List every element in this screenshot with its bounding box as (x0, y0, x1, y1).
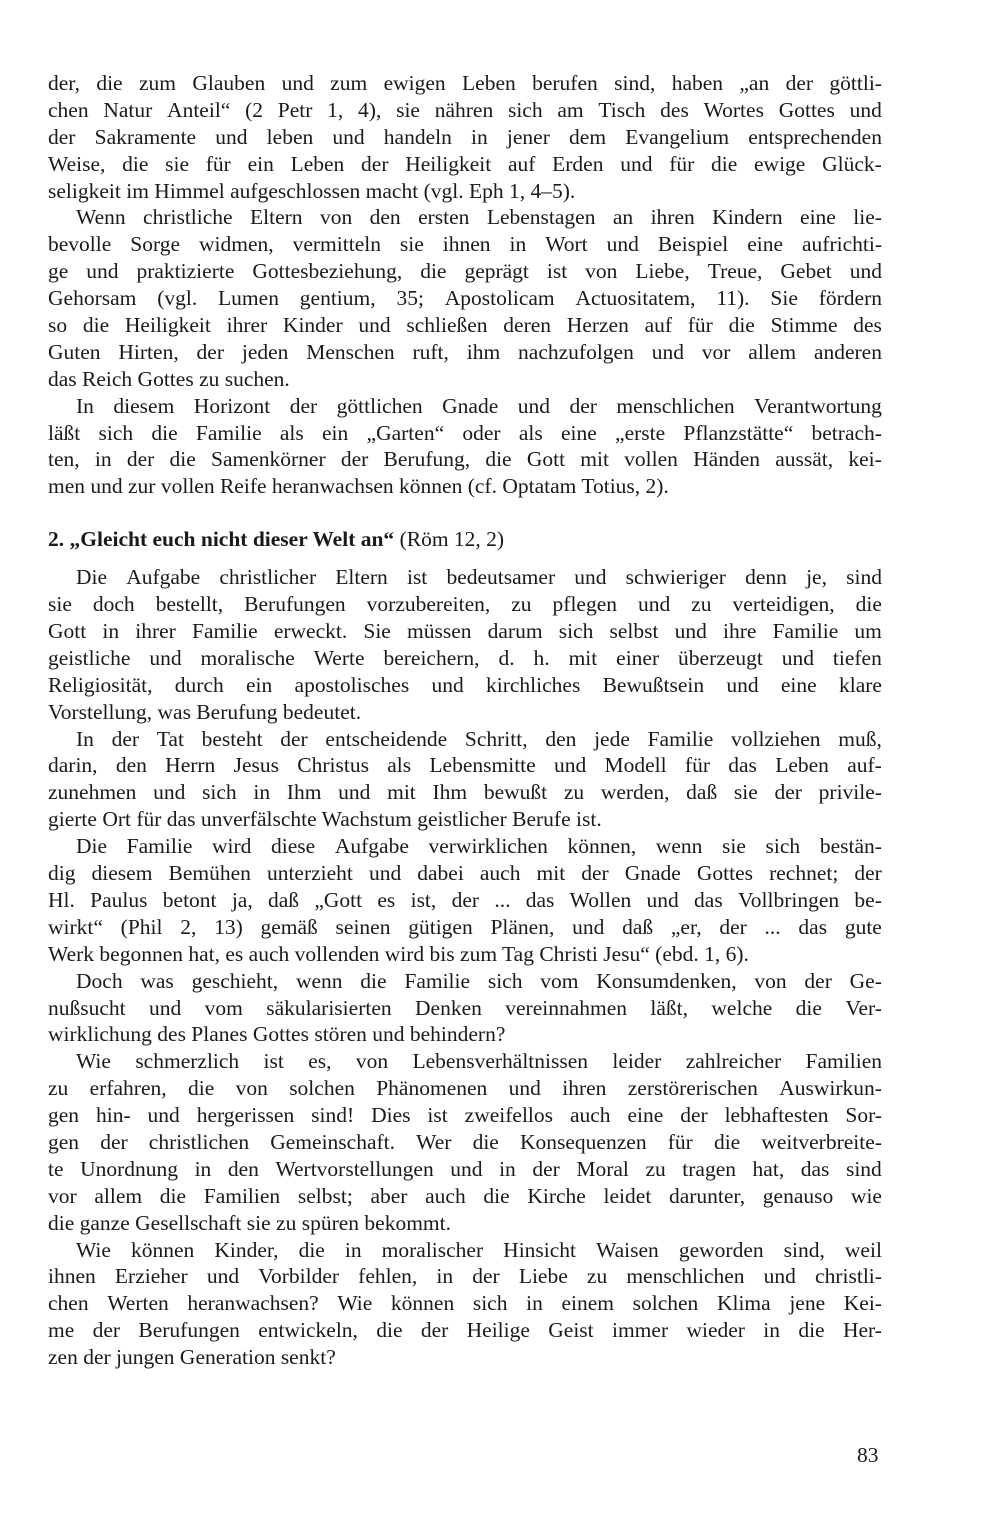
text-line: Gehorsam (vgl. Lumen gentium, 35; Apostolicam Actuositatem, 11). Sie fördern (48, 286, 882, 311)
text-line: Weise, die sie für ein Leben der Heiligkeit auf Erden und für die ewige Glück- (48, 151, 882, 176)
text-line: gen der christlichen Gemeinschaft. Wer die Konsequenzen für die weitverbreite- (48, 1129, 882, 1154)
text-line: geistliche und moralische Werte bereichern, d. h. mit einer überzeugt und tiefen (48, 645, 882, 670)
text-line: men und zur vollen Reife heranwachsen können (cf. Optatam Totius, 2). (48, 474, 669, 499)
paragraph (48, 564, 882, 725)
section-heading-reference: (Röm 12, 2) (394, 527, 505, 552)
text-line: Religiosität, durch ein apostolisches und kirchliches Bewußtsein und eine klare (48, 672, 882, 697)
text-line: Doch was geschieht, wenn die Familie sich vom Konsumdenken, von der Ge- (76, 968, 882, 993)
text-line: chen Natur Anteil“ (2 Petr 1, 4), sie nähren sich am Tisch des Wortes Gottes und (48, 97, 882, 122)
text-line: me der Berufungen entwickeln, die der Heilige Geist immer wieder in die Her- (48, 1318, 882, 1343)
text-line: die ganze Gesellschaft sie zu spüren bekommt. (48, 1210, 451, 1235)
paragraph (48, 393, 882, 501)
text-column (48, 70, 882, 1371)
text-line: zen der jungen Generation senkt? (48, 1345, 336, 1370)
paragraph (48, 968, 882, 1049)
text-line: gen hin- und hergerissen sind! Dies ist zweifellos auch eine der lebhaftesten Sor- (48, 1103, 882, 1128)
text-line: darin, den Herrn Jesus Christus als Lebensmitte und Modell für das Leben auf- (48, 753, 882, 778)
text-line: In der Tat besteht der entscheidende Schritt, den jede Familie vollziehen muß, (76, 726, 882, 751)
text-line: Werk begonnen hat, es auch vollenden wird bis zum Tag Christi Jesu“ (ebd. 1, 6). (48, 941, 749, 966)
text-line: ge und praktizierte Gottesbeziehung, die geprägt ist von Liebe, Treue, Gebet und (48, 259, 882, 284)
text-line: Gott in ihrer Familie erweckt. Sie müssen darum sich selbst und ihre Familie um (48, 619, 882, 644)
section-heading (48, 526, 882, 553)
text-line: wirklichung des Planes Gottes stören und behindern? (48, 1022, 506, 1047)
text-line: ten, in der die Samenkörner der Berufung, die Gott mit vollen Händen aussät, kei- (48, 447, 882, 472)
text-line: gierte Ort für das unverfälschte Wachstum geistlicher Berufe ist. (48, 807, 602, 832)
text-line: zu erfahren, die von solchen Phänomenen und ihren zerstörerischen Auswirkun- (48, 1076, 882, 1101)
text-line: In diesem Horizont der göttlichen Gnade und der menschlichen Verantwortung (76, 393, 882, 418)
text-line: Wie schmerzlich ist es, von Lebensverhältnissen leider zahlreicher Familien (76, 1049, 882, 1074)
section-body (48, 564, 882, 1371)
text-line: läßt sich die Familie als ein „Garten“ oder als eine „erste Pflanzstätte“ betrach- (48, 420, 882, 445)
text-line: sie doch bestellt, Berufungen vorzubereiten, zu pflegen und zu verteidigen, die (48, 592, 882, 617)
text-line: vor allem die Familien selbst; aber auch die Kirche leidet darunter, genauso wie (48, 1183, 882, 1208)
text-line: ihnen Erzieher und Vorbilder fehlen, in der Liebe zu menschlichen und christli- (48, 1264, 882, 1289)
text-line: der Sakramente und leben und handeln in jener dem Evangelium entsprechenden (48, 124, 882, 149)
section-heading-title: 2. „Gleicht euch nicht dieser Welt an“ (48, 527, 395, 552)
text-line: Wie können Kinder, die in moralischer Hinsicht Waisen geworden sind, weil (76, 1237, 882, 1262)
text-line: Vorstellung, was Berufung bedeutet. (48, 699, 362, 724)
paragraph (48, 1237, 882, 1371)
paragraph (48, 70, 882, 204)
text-line: te Unordnung in den Wertvorstellungen und in der Moral zu tragen hat, das sind (48, 1156, 882, 1181)
text-line: seligkeit im Himmel aufgeschlossen macht (vgl. Eph 1, 4–5). (48, 178, 576, 203)
text-line: so die Heiligkeit ihrer Kinder und schließen deren Herzen auf für die Stimme des (48, 313, 882, 338)
text-line: dig diesem Bemühen unterzieht und dabei auch mit der Gnade Gottes rechnet; der (48, 861, 882, 886)
text-line: zunehmen und sich in Ihm und mit Ihm bewußt zu werden, daß sie der privile- (48, 780, 882, 805)
text-line: das Reich Gottes zu suchen. (48, 366, 290, 391)
text-line: der, die zum Glauben und zum ewigen Leben berufen sind, haben „an der göttli- (48, 71, 882, 95)
intro-section (48, 70, 882, 500)
page-number: 83 (857, 1443, 879, 1467)
text-line: Wenn christliche Eltern von den ersten Lebenstagen an ihren Kindern eine lie- (76, 205, 882, 230)
paragraph (48, 726, 882, 834)
text-line: Die Familie wird diese Aufgabe verwirklichen können, wenn sie sich bestän- (76, 834, 882, 859)
text-line: bevolle Sorge widmen, vermitteln sie ihnen in Wort und Beispiel eine aufrichti- (48, 232, 882, 257)
text-line: Hl. Paulus betont ja, daß „Gott es ist, der ... das Wollen und das Vollbringen be- (48, 887, 882, 912)
text-line: Die Aufgabe christlicher Eltern ist bedeutsamer und schwieriger denn je, sind (76, 565, 882, 590)
paragraph (48, 833, 882, 967)
text-line: chen Werten heranwachsen? Wie können sich in einem solchen Klima jene Kei- (48, 1291, 882, 1316)
text-line: nußsucht und vom säkularisierten Denken vereinnahmen läßt, welche die Ver- (48, 995, 882, 1020)
text-line: wirkt“ (Phil 2, 13) gemäß seinen gütigen Plänen, und daß „er, der ... das gute (48, 914, 882, 939)
paragraph (48, 1048, 882, 1236)
text-line: Guten Hirten, der jeden Menschen ruft, ihm nachzufolgen und vor allem anderen (48, 339, 882, 364)
paragraph (48, 204, 882, 392)
